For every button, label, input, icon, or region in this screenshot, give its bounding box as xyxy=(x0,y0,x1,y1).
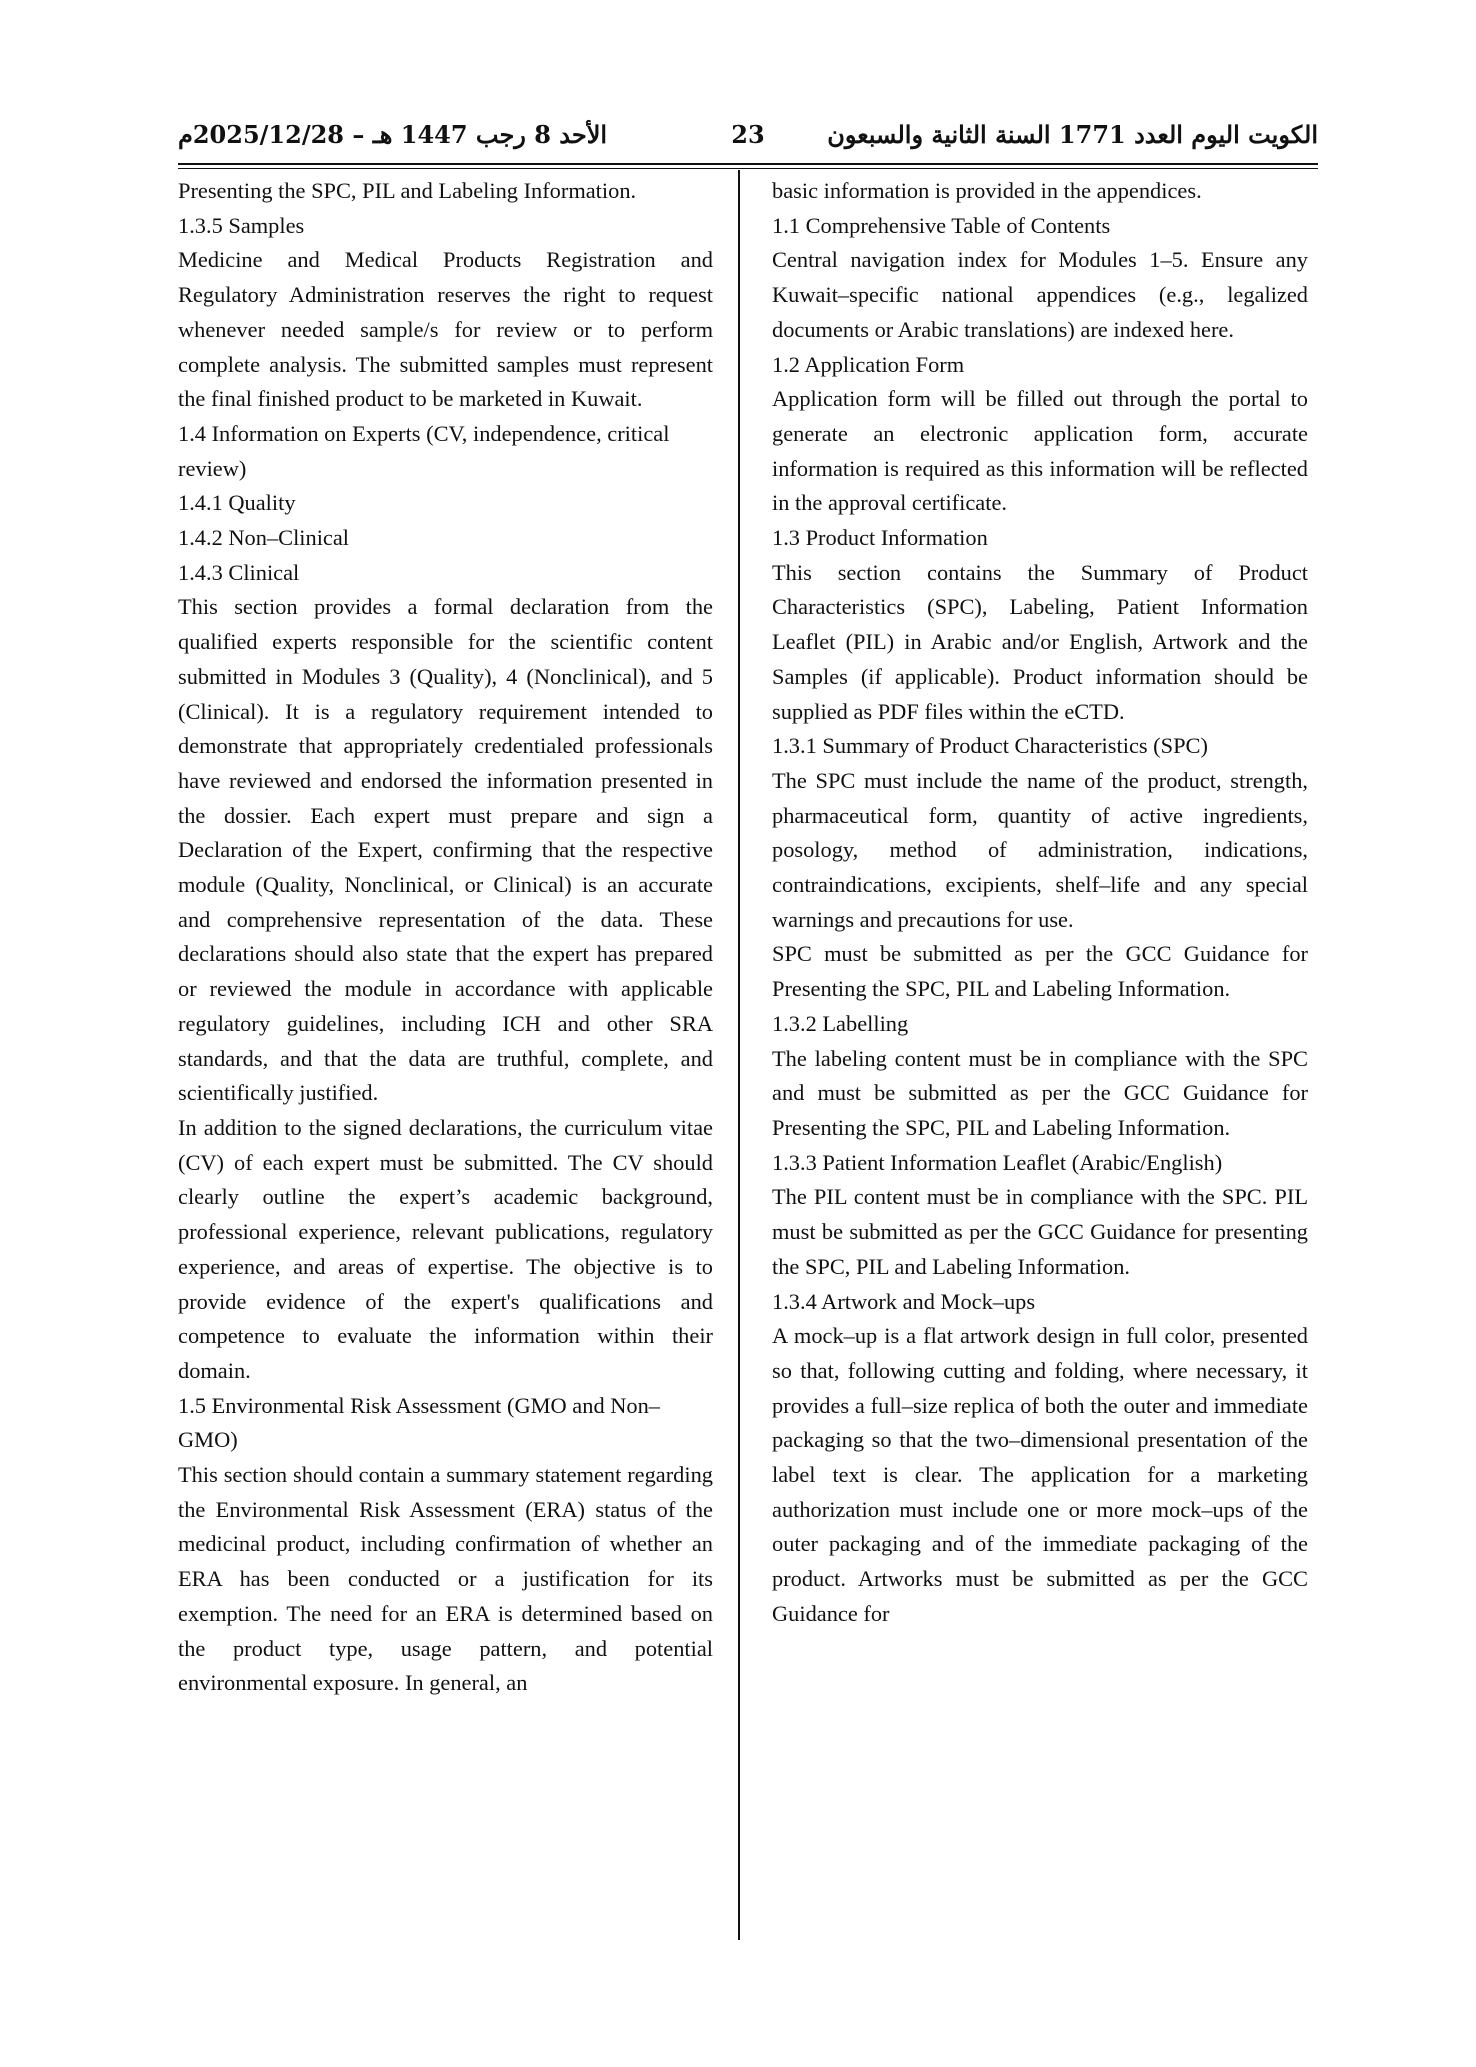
paragraph: The SPC must include the name of the product, strength, pharmaceutical form, quantity of active ingredients, posology, method of administration, indications, contraindications, excipients, shelf–life and any special warnings and precautions for use. xyxy=(772,767,1308,932)
section-heading: 1.4 Information on Experts (CV, independence, critical review) xyxy=(178,420,670,481)
page-header xyxy=(178,120,1318,160)
section-heading: 1.2 Application Form xyxy=(772,351,965,377)
paragraph: This section contains the Summary of Product Characteristics (SPC), Labeling, Patient Information Leaflet (PIL) in Arabic and/or English, Artwork and the Samples (if applicable). Product information should be supplied as PDF files within the eCTD. xyxy=(772,559,1308,724)
paragraph: The PIL content must be in compliance with the SPC. PIL must be submitted as per the GCC Guidance for presenting the SPC, PIL and Labeling Information. xyxy=(772,1184,1308,1279)
section-heading: 1.3.4 Artwork and Mock–ups xyxy=(772,1288,1036,1314)
paragraph: The labeling content must be in compliance with the SPC and must be submitted as per the GCC Guidance for Presenting the SPC, PIL and Labeling Information. xyxy=(772,1045,1308,1140)
paragraph: SPC must be submitted as per the GCC Guidance for Presenting the SPC, PIL and Labeling Information. xyxy=(772,941,1308,1002)
left-column xyxy=(178,174,713,1701)
paragraph: This section should contain a summary statement regarding the Environmental Risk Assessment (ERA) status of the medicinal product, including confirmation of whether an ERA has been conducted or a justification for its exemption. The need for an ERA is determined based on the product type, usage pattern, and potential environmental exposure. In general, an xyxy=(178,1462,713,1696)
section-heading: 1.3 Product Information xyxy=(772,525,988,551)
paragraph: In addition to the signed declarations, the curriculum vitae (CV) of each expert must be submitted. The CV should clearly outline the expert’s academic background, professional experience, relevant publications, regulatory experience, and areas of expertise. The objective is to provide evidence of the expert's qualifications and competence to evaluate the information within their domain. xyxy=(178,1114,713,1383)
paragraph: This section provides a formal declaration from the qualified experts responsible for the scientific content submitted in Modules 3 (Quality), 4 (Nonclinical), and 5 (Clinical). It is a regulatory requirement intended to demonstrate that appropriately credentialed professionals have reviewed and endorsed the information presented in the dossier. Each expert must prepare and sign a Declaration of the Expert, confirming that the respective module (Quality, Nonclinical, or Clinical) is an accurate and comprehensive representation of the data. These declarations should also state that the expert has prepared or reviewed the module in accordance with applicable regulatory guidelines, including ICH and other SRA standards, and that the data are truthful, complete, and scientifically justified. xyxy=(178,594,713,1106)
page-number: 23 xyxy=(731,120,765,149)
section-heading: 1.4.2 Non–Clinical xyxy=(178,525,350,551)
section-heading: 1.5 Environmental Risk Assessment (GMO and Non–GMO) xyxy=(178,1392,660,1453)
paragraph: Medicine and Medical Products Registration and Regulatory Administration reserves the right to request whenever needed sample/s for review or to perform complete analysis. The submitted samples must represent the final finished product to be marketed in Kuwait. xyxy=(178,247,713,412)
paragraph: Application form will be filled out through the portal to generate an electronic application form, accurate information is required as this information will be reflected in the approval certificate. xyxy=(772,386,1308,516)
paragraph: basic information is provided in the appendices. xyxy=(772,178,1202,203)
paragraph: Central navigation index for Modules 1–5. Ensure any Kuwait–specific national appendices (e.g., legalized documents or Arabic translations) are indexed here. xyxy=(772,247,1308,342)
paragraph: Presenting the SPC, PIL and Labeling Information. xyxy=(178,178,637,203)
section-heading: 1.3.2 Labelling xyxy=(772,1010,909,1036)
right-column xyxy=(772,174,1308,1632)
section-heading: 1.3.5 Samples xyxy=(178,212,305,238)
header-gazette-title: الكويت اليوم العدد 1771 السنة الثانية والسبعون xyxy=(827,120,1318,149)
section-heading: 1.4.1 Quality xyxy=(178,490,296,516)
section-heading: 1.3.1 Summary of Product Characteristics (SPC) xyxy=(772,733,1208,759)
column-divider xyxy=(738,170,740,1940)
header-rule-thick xyxy=(178,163,1318,165)
header-date: الأحد 8 رجب 1447 هـ – 2025/12/28م xyxy=(178,120,608,149)
header-rule-thin xyxy=(178,168,1318,169)
paragraph: 1.3.3 Patient Information Leaflet (Arabic/English) xyxy=(772,1149,1223,1175)
section-heading: 1.1 Comprehensive Table of Contents xyxy=(772,212,1111,238)
section-heading: 1.4.3 Clinical xyxy=(178,559,300,585)
paragraph: A mock–up is a flat artwork design in full color, presented so that, following cutting and folding, where necessary, it provides a full–size replica of both the outer and immediate packaging so that the two–dimensional presentation of the label text is clear. The application for a marketing authorization must include one or more mock–ups of the outer packaging and of the immediate packaging of the product. Artworks must be submitted as per the GCC Guidance for xyxy=(772,1323,1308,1626)
